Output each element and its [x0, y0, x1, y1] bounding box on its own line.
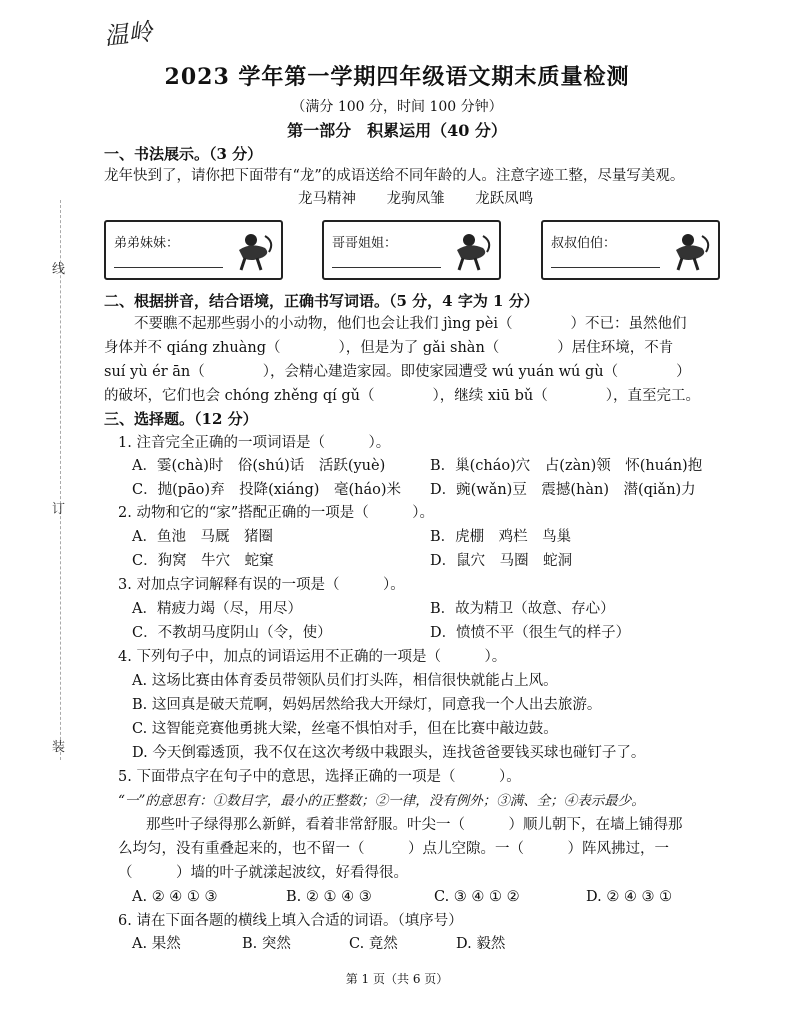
q3-option-d[interactable]: D．愤愤不平（很生气的样子） — [430, 625, 631, 641]
calligraphy-card-2[interactable] — [322, 220, 501, 280]
handwritten-note: 温岭 — [102, 17, 154, 51]
q4-option-b[interactable]: B. 这回真是破天荒啊，妈妈居然给我大开绿灯，同意我一个人出去旅游。 — [132, 697, 602, 713]
page-number: 第 1 页（共 6 页） — [345, 972, 449, 986]
writing-line[interactable] — [114, 267, 223, 268]
writing-line[interactable] — [551, 267, 660, 268]
q5-passage-1: 那些叶子绿得那么新鲜，看着非常舒服。叶尖一（ ）顺儿朝下，在墙上铺得那 — [146, 817, 683, 833]
q1-option-b[interactable]: B．巢(cháo)穴 占(zàn)领 怀(huán)抱 — [430, 458, 703, 474]
section3-heading: 三、选择题。（12 分） — [104, 410, 258, 428]
q4-option-c[interactable]: C. 这智能竞赛他勇挑大梁，丝毫不惧怕对手，但在比赛中敲边鼓。 — [132, 721, 558, 737]
section1-heading: 一、书法展示。（3 分） — [104, 145, 263, 163]
margin-mark-line: 线 — [52, 262, 66, 277]
q5-option-c[interactable]: C. ③ ④ ① ② — [434, 889, 520, 905]
writing-line[interactable] — [332, 267, 441, 268]
calligraphy-card-1[interactable] — [104, 220, 283, 280]
q1-stem: 1. 注音完全正确的一项词语是（ ）。 — [118, 435, 391, 451]
q5-stem: 5. 下面带点字在句子中的意思，选择正确的一项是（ ）。 — [118, 769, 521, 785]
q6-option-c[interactable]: C. 竟然 — [349, 936, 398, 952]
q6-option-b[interactable]: B. 突然 — [242, 936, 291, 952]
part-title: 第一部分 积累运用（40 分） — [287, 121, 507, 140]
q2-option-c[interactable]: C．狗窝 牛穴 蛇窠 — [132, 553, 274, 569]
dragon-dance-icon — [449, 228, 495, 274]
q5-option-d[interactable]: D. ② ④ ③ ① — [586, 889, 673, 905]
q4-stem: 4. 下列句子中，加点的词语运用不正确的一项是（ ）。 — [118, 649, 507, 665]
q3-option-c[interactable]: C．不教胡马度阴山（令，使） — [132, 625, 332, 641]
section2-line-1: 不要瞧不起那些弱小的小动物，他们也会让我们 jìng pèi（ ）不已：虽然他们 — [134, 316, 687, 332]
q2-stem: 2. 动物和它的“家”搭配正确的一项是（ ）。 — [118, 505, 435, 521]
q4-option-a[interactable]: A. 这场比赛由体育委员带领队员们打头阵，相信很快就能占上风。 — [132, 673, 558, 689]
calligraphy-card-3[interactable] — [541, 220, 720, 280]
binding-line — [60, 200, 61, 760]
section2-heading: 二、根据拼音，结合语境，正确书写词语。（5 分，4 字为 1 分） — [104, 292, 539, 310]
q5-meaning: “一”的意思有：①数目字，最小的正整数；②一律，没有例外；③满、全；④表示最少。 — [118, 793, 645, 809]
margin-mark-bind: 订 — [52, 502, 66, 517]
q4-option-d[interactable]: D. 今天倒霉透顶，我不仅在这次考级中栽跟头，连找爸爸要钱买球也碰钉子了。 — [132, 745, 646, 761]
idiom-1: 龙马精神 — [298, 191, 356, 207]
exam-title: 2023 学年第一学期四年级语文期末质量检测 — [164, 64, 630, 90]
dragon-dance-icon — [668, 228, 714, 274]
section2-line-3: suí yù ér ān（ ），会精心建造家园。即使家园遭受 wú yuán wú gù（ ） — [104, 364, 691, 380]
idiom-list — [298, 187, 559, 211]
q2-option-b[interactable]: B．虎棚 鸡栏 鸟巢 — [430, 529, 572, 545]
q3-option-b[interactable]: B．故为精卫（故意、存心） — [430, 601, 615, 617]
q5-option-b[interactable]: B. ② ① ④ ③ — [286, 889, 372, 905]
q2-option-d[interactable]: D．鼠穴 马圈 蛇洞 — [430, 553, 573, 569]
idiom-3: 龙跃凤鸣 — [475, 191, 534, 207]
section2-line-2: 身体并不 qiáng zhuàng（ ），但是为了 gǎi shàn（ ）居住环境，不肯 — [104, 340, 674, 356]
q5-passage-2: 么均匀，没有重叠起来的，也不留一（ ）点儿空隙。一（ ）阵风拂过，一 — [118, 841, 669, 857]
q6-option-a[interactable]: A. 果然 — [132, 936, 181, 952]
margin-mark-fold: 装 — [52, 740, 66, 755]
q1-option-d[interactable]: D．豌(wǎn)豆 震撼(hàn) 潜(qiǎn)力 — [430, 482, 696, 498]
q5-option-a[interactable]: A. ② ④ ① ③ — [132, 889, 218, 905]
q1-option-c[interactable]: C．抛(pāo)弃 投降(xiáng) 毫(háo)米 — [132, 482, 401, 498]
q5-passage-3: （ ）墙的叶子就漾起波纹，好看得很。 — [118, 865, 408, 881]
section1-instruction: 龙年快到了，请你把下面带有“龙”的成语送给不同年龄的人。注意字迹工整，尽量写美观。 — [104, 168, 685, 184]
card-label: 叔叔伯伯： — [551, 236, 617, 251]
q2-option-a[interactable]: A．鱼池 马厩 猪圈 — [132, 529, 273, 545]
idiom-2: 龙驹凤雏 — [386, 191, 445, 207]
q6-option-d[interactable]: D. 毅然 — [456, 936, 506, 952]
dragon-dance-icon — [231, 228, 277, 274]
section2-line-4: 的破坏，它们也会 chóng zhěng qí gǔ（ ），继续 xiū bǔ（ ），直至完工。 — [104, 388, 700, 404]
card-label: 哥哥姐姐： — [332, 236, 398, 251]
exam-subtitle: （满分 100 分，时间 100 分钟） — [291, 99, 503, 115]
q1-option-a[interactable]: A．霎(chà)时 俗(shú)话 活跃(yuè) — [132, 458, 386, 474]
q6-stem: 6. 请在下面各题的横线上填入合适的词语。（填序号） — [118, 913, 463, 929]
q3-stem: 3. 对加点字词解释有误的一项是（ ）。 — [118, 577, 405, 593]
card-label: 弟弟妹妹： — [114, 236, 180, 251]
q3-option-a[interactable]: A．精疲力竭（尽，用尽） — [132, 601, 302, 617]
